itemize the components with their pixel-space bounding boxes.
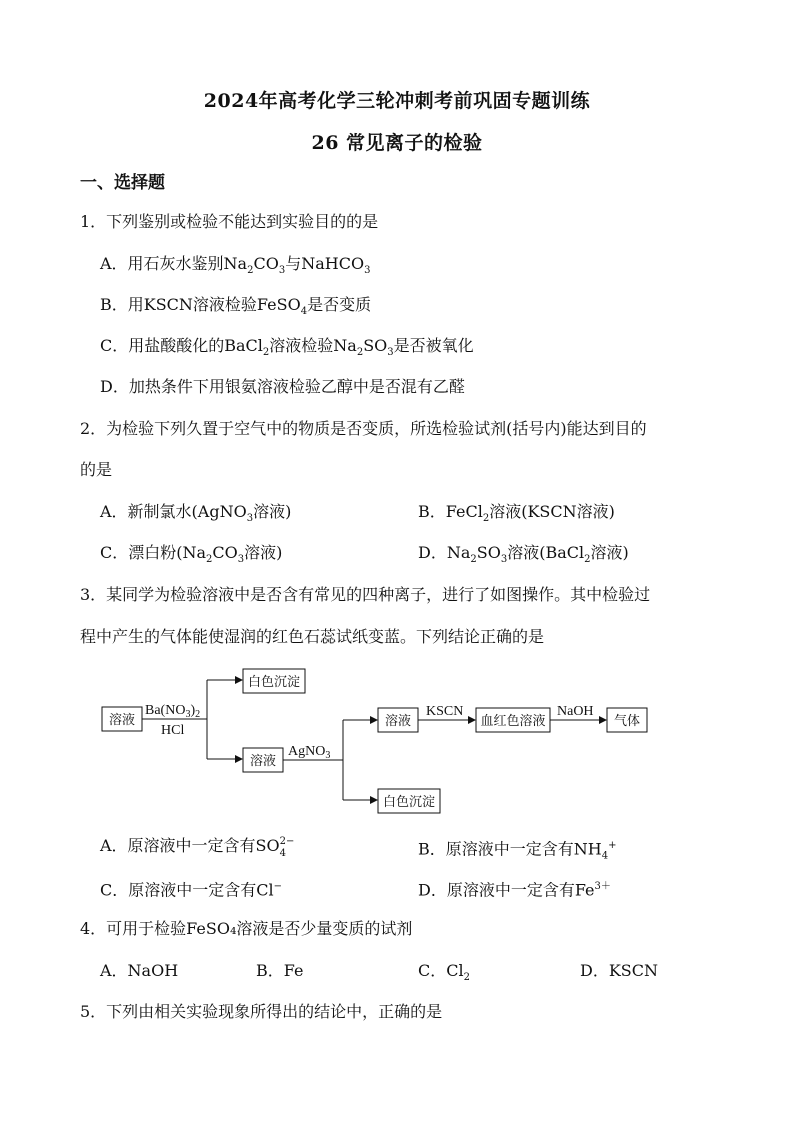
label-solution-2: 溶液 [249,754,277,769]
section-heading: 一、选择题 [80,173,165,193]
label-white-precipitate-1: 白色沉淀 [247,675,301,690]
q3-option-c: C．原溶液中一定含有Cl− [100,880,282,900]
q3-option-b: B．原溶液中一定含有$NH_4^+$ [418,839,617,862]
label-start-solution: 溶液 [108,713,136,728]
reagent-kscn: KSCN [426,704,464,719]
q4-option-d: D．KSCN [580,961,658,980]
label-blood-red-solution: 血红色溶液 [480,714,546,729]
q2-option-d: D．$Na_2SO_3$溶液(BaCl$_2$溶液) [418,543,629,566]
q4-option-a: A．NaOH [100,961,179,980]
q2-stem: 2．为检验下列久置于空气中的物质是否变质，所选检验试剂(括号内)能达到目的 [80,419,647,438]
page-title: 2024年高考化学三轮冲刺考前巩固专题训练 [203,90,591,112]
reagent-naoh: NaOH [557,704,594,719]
label-gas: 气体 [613,714,641,729]
q1-option-d: D．加热条件下用银氨溶液检验乙醇中是否混有乙醛 [100,377,465,396]
q3-option-a: A．原溶液中一定含有SO 2− 4 [100,836,295,859]
q4-option-b: B．Fe [256,961,304,980]
q2-option-a: A．新制氯水(AgNO$_3$溶液) [100,502,292,525]
label-white-precipitate-2: 白色沉淀 [382,795,436,810]
ion-test-flow-diagram [95,662,675,822]
label-solution-3: 溶液 [384,714,412,729]
q5-stem: 5．下列由相关实验现象所得出的结论中，正确的是 [80,1002,443,1021]
q3-option-d: D．原溶液中一定含有$Fe^{3+}$ [418,880,611,900]
q2-option-c: C．漂白粉($Na_2CO_3$溶液) [100,543,283,566]
reagent-ba-no3-2: $Ba(NO_3)_2$ [145,703,201,720]
page-subtitle: 26 常见离子的检验 [311,132,483,154]
q3-stem-cont: 程中产生的气体能使湿润的红色石蕊试纸变蓝。下列结论正确的是 [80,627,545,646]
reagent-agno3: AgNO$_3$ [288,744,331,761]
q4-option-c: C．$Cl_2$ [418,961,470,984]
q3-stem: 3．某同学为检验溶液中是否含有常见的四种离子，进行了如图操作。其中检验过 [80,585,651,604]
q1-stem: 1．下列鉴别或检验不能达到实验目的的是 [80,212,379,231]
q2-option-b: B．FeCl$_2$溶液(KSCN溶液) [418,502,615,525]
q4-stem: 4．可用于检验FeSO₄溶液是否少量变质的试剂 [80,919,413,938]
q2-stem-cont: 的是 [80,460,113,479]
q1-option-c: C．用盐酸酸化的BaCl$_2$溶液检验$Na_2SO_3$是否被氧化 [100,336,474,359]
q1-option-a: A．用石灰水鉴别$Na_2CO_3$与NaHCO$_3$ [100,254,371,277]
reagent-hcl: HCl [161,723,185,738]
q1-option-b: B．用KSCN溶液检验FeSO$_4$是否变质 [100,295,372,318]
